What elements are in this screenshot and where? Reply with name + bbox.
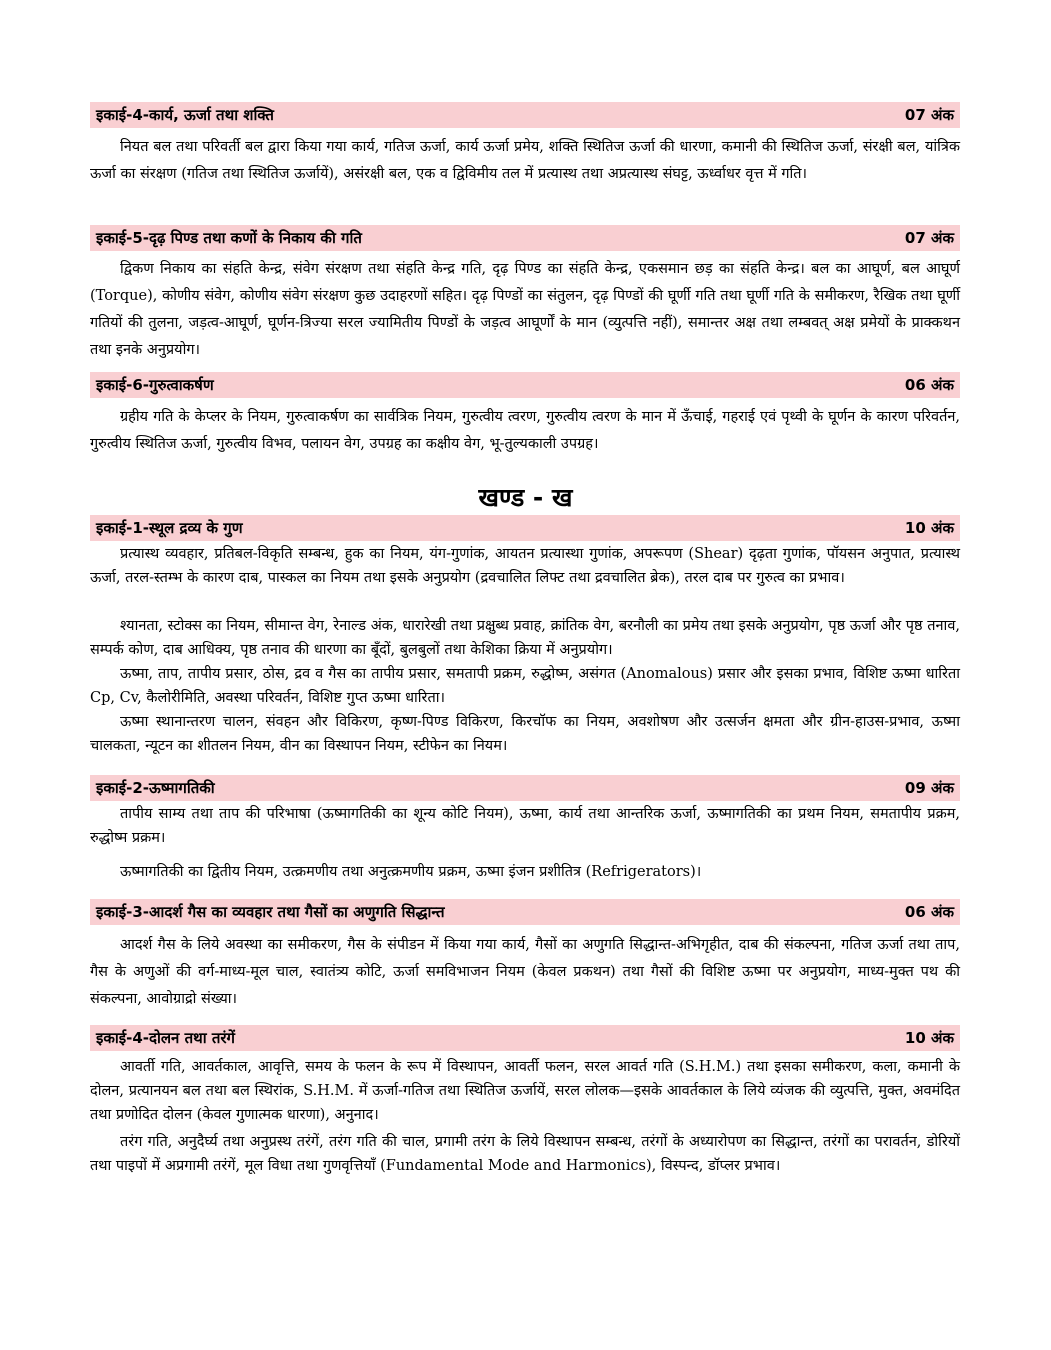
unit-marks: 06 अंक bbox=[904, 376, 954, 394]
unit-header bbox=[90, 372, 960, 398]
unit-title: इकाई-4-कार्य, ऊर्जा तथा शक्ति bbox=[96, 106, 274, 124]
unit-marks: 09 अंक bbox=[904, 779, 954, 797]
unit-paragraph: तापीय साम्य तथा ताप की परिभाषा (ऊष्मागतिकी का शून्य कोटि नियम), ऊष्मा, कार्य तथा आन्तरिक ऊर्जा, ऊष्मागतिकी का प्रथम नियम, समतापीय प्रक्रम, रुद्धोष्म प्रक्रम। bbox=[90, 806, 960, 846]
unit-paragraph: श्यानता, स्टोक्स का नियम, सीमान्त वेग, रेनाल्ड अंक, धारारेखी तथा प्रक्षुब्ध प्रवाह, क्रांतिक वेग, बरनौली का प्रमेय तथा इसके अनुप्रयोग, पृष्ठ ऊर्जा और पृष्ठ तनाव, सम्पर्क कोण, दाब आधिक्य, पृष्ठ तनाव की धारणा का बूँदों, बुलबुलों तथा केशिका क्रिया में अनुप्रयोग। bbox=[90, 618, 960, 658]
unit-marks: 06 अंक bbox=[904, 903, 954, 921]
unit-header bbox=[90, 515, 960, 541]
section-heading: खण्ड - ख bbox=[478, 483, 573, 512]
unit-marks: 07 अंक bbox=[904, 229, 954, 247]
unit-header bbox=[90, 899, 960, 925]
unit-paragraph: आवर्ती गति, आवर्तकाल, आवृत्ति, समय के फलन के रूप में विस्थापन, आवर्ती फलन, सरल आवर्त गति (S.H.M.) तथा इसका समीकरण, कला, कमानी के दोलन, प्रत्यानयन बल तथा बल स्थिरांक, S.H.M. में ऊर्जा-गतिज तथा स्थितिज ऊर्जायें, सरल लोलक—इसके आवर्तकाल के लिये व्यंजक की व्युत्पत्ति, मुक्त, अवमंदित तथा प्रणोदित दोलन (केवल गुणात्मक धारणा), अनुनाद। bbox=[90, 1059, 960, 1123]
unit-header bbox=[90, 775, 960, 801]
unit-title: इकाई-2-ऊष्मागतिकी bbox=[96, 779, 215, 797]
unit-paragraph: ऊष्मा, ताप, तापीय प्रसार, ठोस, द्रव व गैस का तापीय प्रसार, समतापी प्रक्रम, रुद्धोष्म, असंगत (Anomalous) प्रसार और इसका प्रभाव, विशिष्ट ऊष्मा धारिता Cp, Cv, कैलोरीमिति, अवस्था परिवर्तन, विशिष्ट गुप्त ऊष्मा धारिता। bbox=[90, 666, 960, 706]
unit-marks: 07 अंक bbox=[904, 106, 954, 124]
unit-header bbox=[90, 225, 960, 251]
unit-paragraph: ऊष्मा स्थानान्तरण चालन, संवहन और विकिरण, कृष्ण-पिण्ड विकिरण, किरचॉफ का नियम, अवशोषण और उत्सर्जन क्षमता और ग्रीन-हाउस-प्रभाव, ऊष्मा चालकता, न्यूटन का शीतलन नियम, वीन का विस्थापन नियम, स्टीफेन का नियम। bbox=[90, 714, 960, 754]
unit-title: इकाई-5-दृढ़ पिण्ड तथा कणों के निकाय की गति bbox=[96, 229, 362, 247]
unit-paragraph: आदर्श गैस के लिये अवस्था का समीकरण, गैस के संपीडन में किया गया कार्य, गैसों का अणुगति सिद्धान्त-अभिगृहीत, दाब की संकल्पना, गतिज ऊर्जा तथा ताप, गैस के अणुओं की वर्ग-माध्य-मूल चाल, स्वातंत्र्य कोटि, ऊर्जा समविभाजन नियम (केवल प्रकथन) तथा गैसों की विशिष्ट ऊष्मा पर अनुप्रयोग, माध्य-मुक्त पथ की संकल्पना, आवोग्राद्रो संख्या। bbox=[90, 937, 960, 1007]
unit-header bbox=[90, 102, 960, 128]
unit-title: इकाई-1-स्थूल द्रव्य के गुण bbox=[96, 519, 243, 537]
unit-title: इकाई-4-दोलन तथा तरंगें bbox=[96, 1029, 235, 1047]
unit-marks: 10 अंक bbox=[904, 519, 954, 537]
unit-title: इकाई-6-गुरुत्वाकर्षण bbox=[96, 376, 214, 394]
unit-paragraph: ऊष्मागतिकी का द्वितीय नियम, उत्क्रमणीय तथा अनुत्क्रमणीय प्रक्रम, ऊष्मा इंजन प्रशीतित्र (Refrigerators)। bbox=[120, 864, 702, 880]
unit-marks: 10 अंक bbox=[904, 1029, 954, 1047]
unit-title: इकाई-3-आदर्श गैस का व्यवहार तथा गैसों का अणुगति सिद्धान्त bbox=[96, 903, 445, 921]
unit-paragraph: ग्रहीय गति के केप्लर के नियम, गुरुत्वाकर्षण का सार्वत्रिक नियम, गुरुत्वीय त्वरण, गुरुत्वीय त्वरण के मान में ऊँचाई, गहराई एवं पृथ्वी के घूर्णन के कारण परिवर्तन, गुरुत्वीय स्थितिज ऊर्जा, गुरुत्वीय विभव, पलायन वेग, उपग्रह का कक्षीय वेग, भू-तुल्यकाली उपग्रह। bbox=[90, 409, 960, 452]
unit-paragraph: प्रत्यास्थ व्यवहार, प्रतिबल-विकृति सम्बन्ध, हुक का नियम, यंग-गुणांक, आयतन प्रत्यास्था गुणांक, अपरूपण (Shear) दृढ़ता गुणांक, पॉयसन अनुपात, प्रत्यास्थ ऊर्जा, तरल-स्तम्भ के कारण दाब, पास्कल का नियम तथा इसके अनुप्रयोग (द्रवचालित लिफ्ट तथा द्रवचालित ब्रेक), तरल दाब पर गुरुत्व का प्रभाव। bbox=[90, 546, 960, 586]
unit-header bbox=[90, 1025, 960, 1051]
unit-paragraph: नियत बल तथा परिवर्ती बल द्वारा किया गया कार्य, गतिज ऊर्जा, कार्य ऊर्जा प्रमेय, शक्ति स्थितिज ऊर्जा की धारणा, कमानी की स्थितिज ऊर्जा, संरक्षी बल, यांत्रिक ऊर्जा का संरक्षण (गतिज तथा स्थितिज ऊर्जायें), असंरक्षी बल, एक व द्विविमीय तल में प्रत्यास्थ तथा अप्रत्यास्थ संघट्ट, ऊर्ध्वाधर वृत्त में गति। bbox=[90, 139, 961, 182]
unit-paragraph: तरंग गति, अनुदैर्घ्य तथा अनुप्रस्थ तरंगें, तरंग गति की चाल, प्रगामी तरंग के लिये विस्थापन सम्बन्ध, तरंगों के अध्यारोपण का सिद्धान्त, तरंगों का परावर्तन, डोरियों तथा पाइपों में अप्रगामी तरंगें, मूल विधा तथा गुणवृत्तियाँ (Fundamental Mode and Harmonics), विस्पन्द, डॉप्लर प्रभाव। bbox=[90, 1134, 960, 1174]
unit-paragraph: द्विकण निकाय का संहति केन्द्र, संवेग संरक्षण तथा संहति केन्द्र गति, दृढ़ पिण्ड का संहति केन्द्र, एकसमान छड़ का संहति केन्द्र। बल का आघूर्ण, बल आघूर्ण (Torque), कोणीय संवेग, कोणीय संवेग संरक्षण कुछ उदाहरणों सहित। दृढ़ पिण्डों का संतुलन, दृढ़ पिण्डों की घूर्णी गति तथा घूर्णी गति के समीकरण, रैखिक तथा घूर्णी गतियों की तुलना, जड़त्व-आघूर्ण, घूर्णन-त्रिज्या सरल ज्यामितीय पिण्डों के जड़त्व आघूर्णों के मान (व्युत्पत्ति नहीं), समान्तर अक्ष तथा लम्बवत् अक्ष प्रमेयों के प्राक्कथन तथा इनके अनुप्रयोग। bbox=[90, 261, 960, 358]
